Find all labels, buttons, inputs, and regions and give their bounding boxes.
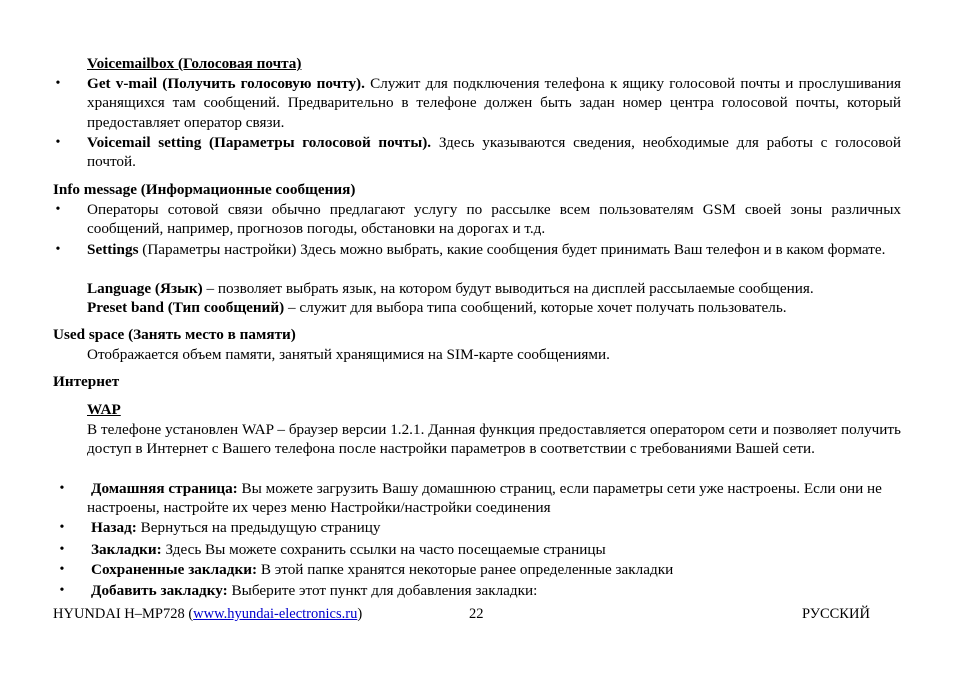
voicemail-heading: Voicemailbox (Голосовая почта) <box>87 55 302 72</box>
wap-heading: WAP <box>87 401 121 418</box>
info-sub-language: Language (Язык) – позволяет выбрать язык, на котором будут выводиться на дисплей рассылаемые сообщения. <box>87 280 814 297</box>
bullet-icon: • <box>59 562 65 577</box>
wap-item-back: Назад: Вернуться на предыдущую страницу <box>91 519 381 536</box>
page-number: 22 <box>469 606 484 622</box>
bullet-icon: • <box>59 583 65 598</box>
bullet-icon: • <box>55 242 61 257</box>
footer-brand: HYUNDAI H–MP728 (www.hyundai-electronics.ru) <box>53 606 363 622</box>
info-item-operators: Операторы сотовой связи обычно предлагают услугу по рассылке всем пользователям GSM своей зоны различных сообщений, например, прогнозов погоды, обстановки на дорогах и т.д. <box>87 201 901 238</box>
footer-link[interactable]: www.hyundai-electronics.ru <box>193 606 358 622</box>
wap-item-bookmarks: Закладки: Здесь Вы можете сохранить ссылки на часто посещаемые страницы <box>91 541 606 558</box>
footer-language: РУССКИЙ <box>802 606 870 622</box>
info-sub-preset: Preset band (Тип сообщений) – служит для выбора типа сообщений, которые хочет получать пользователь. <box>87 299 787 316</box>
info-heading: Info message (Информационные сообщения) <box>53 181 356 198</box>
wap-item-saved: Сохраненные закладки: В этой папке хранятся некоторые ранее определенные закладки <box>91 561 674 578</box>
bullet-icon: • <box>55 135 61 150</box>
voicemail-item-setting: Voicemail setting (Параметры голосовой почты). Здесь указываются сведения, необходимые для работы с голосовой почтой. <box>87 134 901 171</box>
bullet-icon: • <box>55 76 61 91</box>
internet-heading: Интернет <box>53 373 120 390</box>
used-text: Отображается объем памяти, занятый хранящимися на SIM-карте сообщениями. <box>87 346 610 363</box>
voicemail-item-get: Get v-mail (Получить голосовую почту). Служит для подключения телефона к ящику голосовой почты и прослушивания хранящихся там сообщений. Предварительно в телефоне должен быть задан номер центра голосовой почты, который предоставляет оператор связи. <box>87 75 901 131</box>
bullet-icon: • <box>55 202 61 217</box>
wap-item-add: Добавить закладку: Выберите этот пункт для добавления закладки: <box>91 582 538 599</box>
info-item-settings: Settings (Параметры настройки) Здесь можно выбрать, какие сообщения будет принимать Ваш телефон и в каком формате. <box>87 241 886 258</box>
bullet-icon: • <box>59 520 65 535</box>
wap-item-home: Домашняя страница: Вы можете загрузить Вашу домашнюю страниц, если параметры сети уже настроены. Если они не настроены, настройте их через меню Настройки/настройки соединения <box>87 480 882 517</box>
bullet-icon: • <box>59 481 65 496</box>
wap-text: В телефоне установлен WAP – браузер версии 1.2.1. Данная функция предоставляется оператором сети и позволяет получить доступ в Интернет с Вашего телефона после настройки параметров в соответствии с требованиями Вашей сети. <box>87 421 901 458</box>
bullet-icon: • <box>59 542 65 557</box>
used-heading: Used space (Занять место в памяти) <box>53 326 296 343</box>
